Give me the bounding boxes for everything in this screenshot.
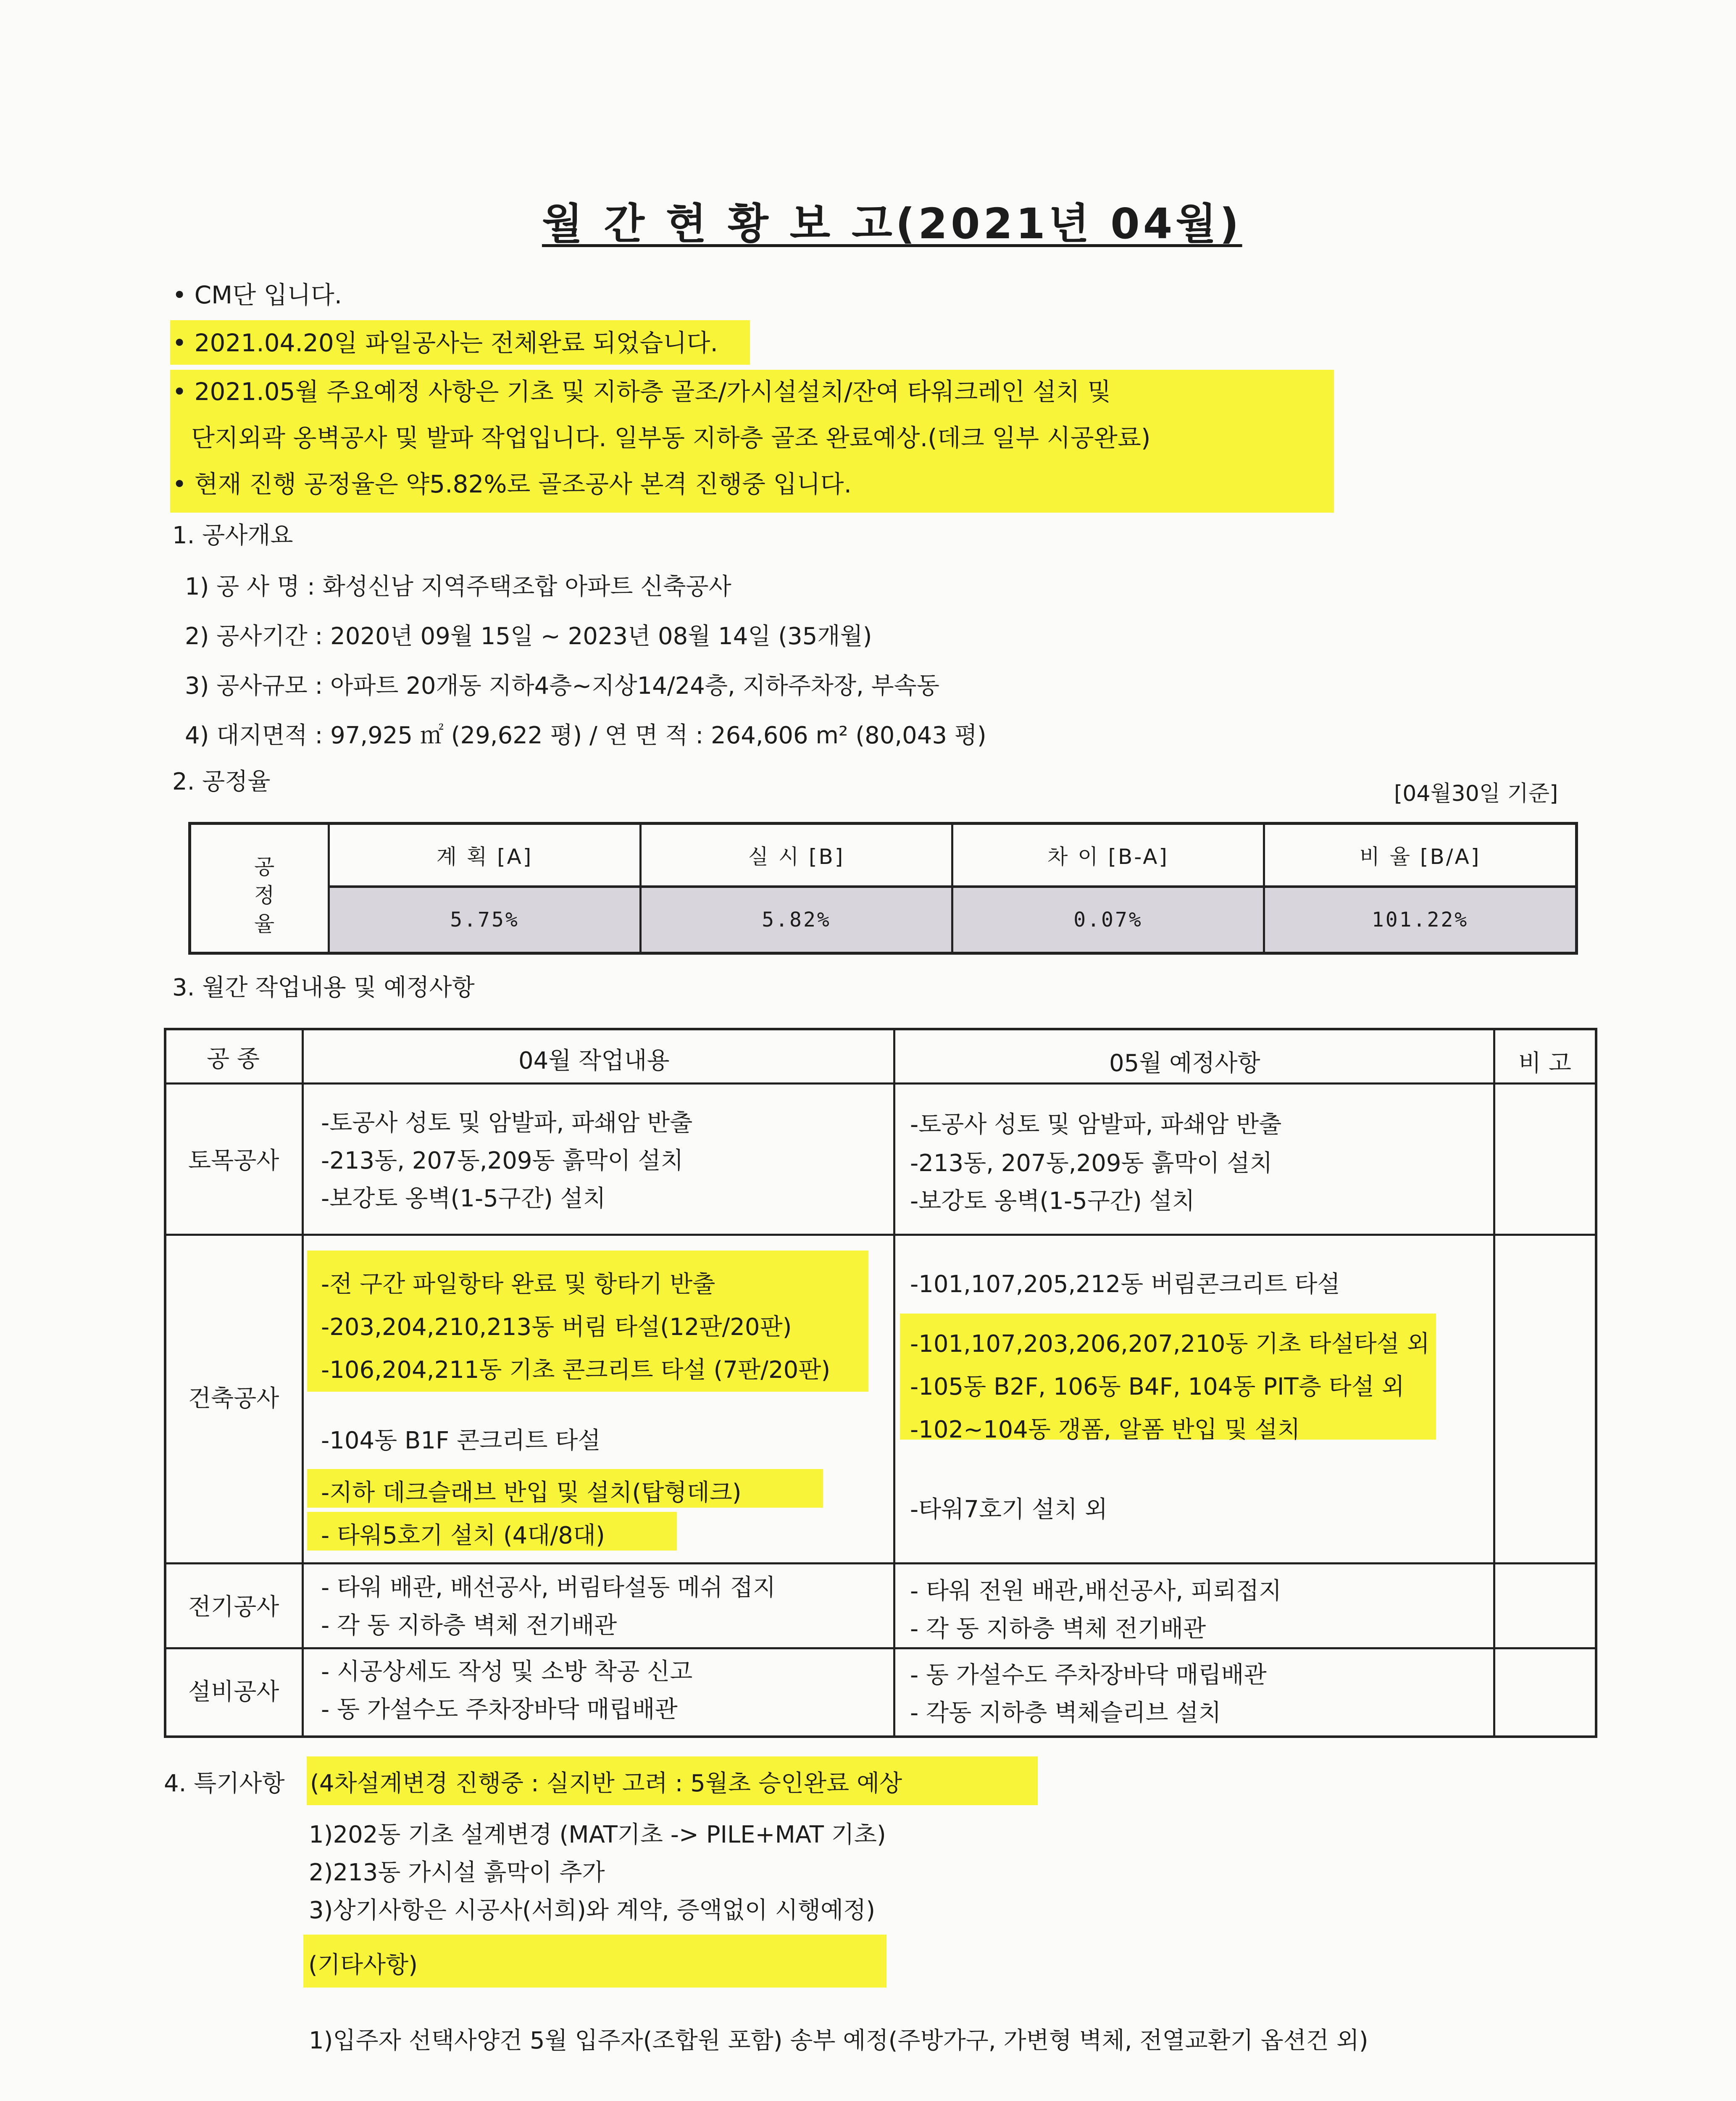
row-arch-type: 건축공사 xyxy=(188,1385,279,1412)
row-mech-may-2: - 각동 지하층 벽체슬리브 설치 xyxy=(910,1699,1221,1727)
header-plan: 계 획 [A] xyxy=(330,825,642,888)
row-arch-april-6: - 타워5호기 설치 (4대/8대) xyxy=(321,1522,605,1549)
row-divider-arch xyxy=(166,1562,1595,1564)
side-char-3: 율 xyxy=(254,912,275,936)
row-arch-april-4: -104동 B1F 콘크리트 타설 xyxy=(321,1427,601,1454)
row-arch-may-3: -105동 B2F, 106동 B4F, 104동 PIT층 타설 외 xyxy=(910,1373,1405,1401)
value-actual: 5.82% xyxy=(642,888,953,952)
row-elec-april-2: - 각 동 지하층 벽체 전기배관 xyxy=(321,1612,617,1639)
row-arch-april-1: -전 구간 파일항타 완료 및 항타기 반출 xyxy=(321,1271,715,1298)
row-arch-may-5: -타워7호기 설치 외 xyxy=(910,1496,1108,1523)
row-mech-april-2: - 동 가설수도 주차장바닥 매립배관 xyxy=(321,1696,678,1723)
row-arch-may-1: -101,107,205,212동 버림콘크리트 타설 xyxy=(910,1271,1340,1298)
row-arch-april-5: -지하 데크슬래브 반입 및 설치(탑형데크) xyxy=(321,1479,742,1506)
header-diff: 차 이 [B-A] xyxy=(953,825,1265,888)
row-arch-april-3: -106,204,211동 기초 콘크리트 타설 (7판/20판) xyxy=(321,1356,831,1384)
section2-basis: [04월30일 기준] xyxy=(1394,781,1558,806)
row-arch-may-2: -101,107,203,206,207,210동 기초 타설타설 외 xyxy=(910,1330,1430,1358)
col-divider-1 xyxy=(302,1030,304,1735)
row-civil-april-3: -보강토 옹벽(1-5구간) 설치 xyxy=(321,1185,606,1212)
value-diff: 0.07% xyxy=(953,888,1265,952)
row-mech-may-1: - 동 가설수도 주차장바닥 매립배관 xyxy=(910,1661,1267,1689)
row-mech-april-1: - 시공상세도 작성 및 소방 착공 신고 xyxy=(321,1658,693,1685)
row-divider-civil xyxy=(166,1234,1595,1236)
bullet-may-plan: • 2021.05월 주요예정 사항은 기초 및 지하층 골조/가시설설치/잔여 타워크레인 설치 및 xyxy=(172,377,1111,406)
work-table xyxy=(164,1028,1597,1738)
section1-item-name: 1) 공 사 명 : 화성신남 지역주택조합 아파트 신축공사 xyxy=(185,573,731,600)
section4-other-heading: (기타사항) xyxy=(308,1951,418,1979)
row-civil-type: 토목공사 xyxy=(188,1147,279,1174)
value-ratio: 101.22% xyxy=(1265,888,1575,952)
row-mech-type: 설비공사 xyxy=(188,1678,279,1706)
bullet-progress: • 현재 진행 공정율은 약5.82%로 골조공사 본격 진행중 입니다. xyxy=(172,470,852,498)
value-plan: 5.75% xyxy=(330,888,642,952)
section4-heading: 4. 특기사항 xyxy=(164,1770,285,1797)
col-divider-3 xyxy=(1493,1030,1495,1735)
bullet-pile-complete: • 2021.04.20일 파일공사는 전체완료 되었습니다. xyxy=(172,329,718,357)
progress-table xyxy=(188,822,1578,955)
bullet-cm: • CM단 입니다. xyxy=(172,281,342,309)
header-ratio: 비 율 [B/A] xyxy=(1265,825,1575,888)
row-elec-may-1: - 타워 전원 배관,배선공사, 피뢰접지 xyxy=(910,1577,1282,1605)
header-may: 05월 예정사항 xyxy=(1109,1050,1260,1077)
section1-item-period: 2) 공사기간 : 2020년 09월 15일 ~ 2023년 08월 14일 (35개월) xyxy=(185,623,872,650)
side-char-1: 공 xyxy=(254,855,275,879)
row-civil-may-3: -보강토 옹벽(1-5구간) 설치 xyxy=(910,1187,1195,1215)
section1-item-area: 4) 대지면적 : 97,925 ㎡ (29,622 평) / 연 면 적 : 264,606 m² (80,043 평) xyxy=(185,722,986,749)
header-type: 공 종 xyxy=(207,1045,260,1073)
section4-highlight-text: (4차설계변경 진행중 : 실지반 고려 : 5월초 승인완료 예상 xyxy=(310,1770,902,1797)
side-char-2: 정 xyxy=(254,883,275,908)
section2-heading: 2. 공정율 xyxy=(172,768,271,795)
col-divider-2 xyxy=(893,1030,895,1735)
section4-other-item-1: 1)입주자 선택사양건 5월 입주자(조합원 포함) 송부 예정(주방가구, 가변형 벽체, 전열교환기 옵션건 외) xyxy=(309,2027,1368,2054)
page-title: 월 간 현 황 보 고(2021년 04월) xyxy=(542,199,1242,248)
header-note: 비 고 xyxy=(1518,1050,1571,1077)
section4-item-3: 3)상기사항은 시공사(서희)와 계약, 증액없이 시행예정) xyxy=(309,1897,876,1924)
header-april: 04월 작업내용 xyxy=(518,1047,670,1074)
row-elec-may-2: - 각 동 지하층 벽체 전기배관 xyxy=(910,1615,1206,1643)
row-divider-header xyxy=(166,1082,1595,1085)
row-civil-may-2: -213동, 207동,209동 흙막이 설치 xyxy=(910,1150,1273,1177)
row-arch-may-4: -102~104동 갱폼, 알폼 반입 및 설치 xyxy=(910,1416,1300,1443)
row-civil-april-1: -토공사 성토 및 암발파, 파쇄암 반출 xyxy=(321,1109,693,1137)
section1-item-scale: 3) 공사규모 : 아파트 20개동 지하4층~지상14/24층, 지하주차장, 부속동 xyxy=(185,672,939,700)
row-elec-type: 전기공사 xyxy=(188,1593,279,1621)
section4-item-2: 2)213동 가시설 흙막이 추가 xyxy=(309,1859,605,1886)
row-arch-april-2: -203,204,210,213동 버림 타설(12판/20판) xyxy=(321,1314,792,1341)
section1-heading: 1. 공사개요 xyxy=(172,522,293,549)
section4-item-1: 1)202동 기초 설계변경 (MAT기초 -> PILE+MAT 기초) xyxy=(309,1821,886,1848)
section3-heading: 3. 월간 작업내용 및 예정사항 xyxy=(172,974,475,1001)
header-actual: 실 시 [B] xyxy=(642,825,953,888)
progress-side-label xyxy=(191,825,330,952)
bullet-may-plan-cont: 단지외곽 옹벽공사 및 발파 작업입니다. 일부동 지하층 골조 완료예상.(데크 일부 시공완료) xyxy=(191,424,1151,452)
row-civil-april-2: -213동, 207동,209동 흙막이 설치 xyxy=(321,1147,684,1174)
row-civil-may-1: -토공사 성토 및 암발파, 파쇄암 반출 xyxy=(910,1111,1282,1138)
row-divider-elec xyxy=(166,1647,1595,1649)
row-elec-april-1: - 타워 배관, 배선공사, 버림타설동 메쉬 접지 xyxy=(321,1574,776,1601)
